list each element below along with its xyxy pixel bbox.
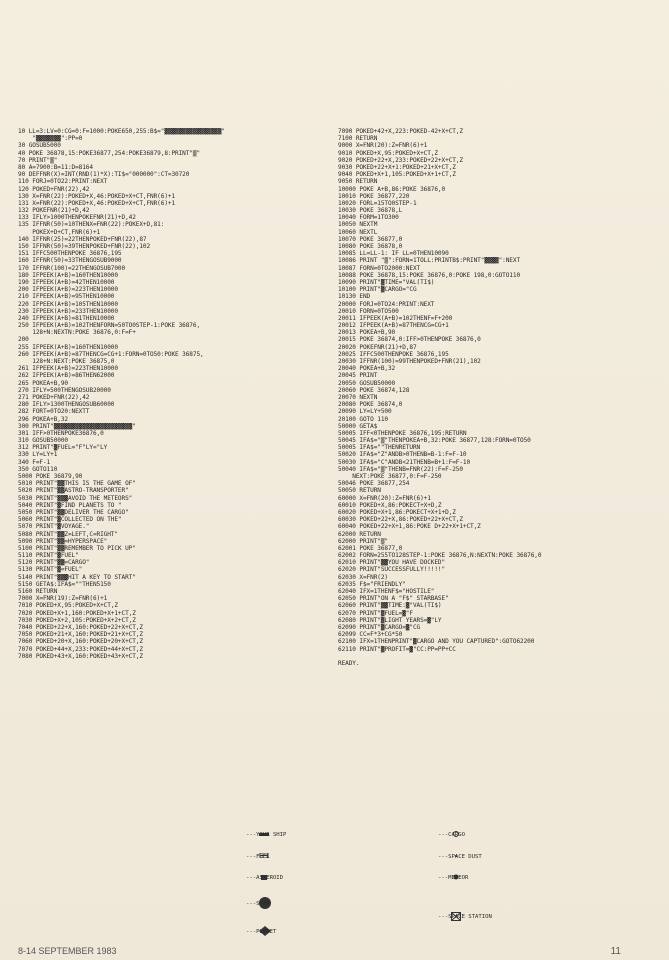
code-line: 80 A=7900:B=11:D=8164 xyxy=(18,163,93,171)
code-line: 20070 NEXTN xyxy=(338,393,378,401)
legend-item-meteor xyxy=(424,875,492,883)
code-line: 301 IFF>0THENPOKE36876,0 xyxy=(18,429,104,437)
code-line: 5150 GETA$:IFA$=""THEN5150 xyxy=(18,580,111,588)
code-line: 200 xyxy=(18,336,29,344)
legend-item-space-station xyxy=(424,913,492,923)
code-line: 20080 POKE 36874,0 xyxy=(338,401,403,409)
space-dust-icon xyxy=(424,846,436,869)
code-line: 62035 F$="FRIENDLY" xyxy=(338,580,406,588)
code-line: 62030 X=FNR(2) xyxy=(338,573,388,581)
code-line: NEXT:POKE 36877,0:F=F-250 xyxy=(338,473,442,480)
code-line: 10085 LL=LL-1: IF LL=0THEN10090 xyxy=(338,250,449,258)
code-line: 5160 RETURN xyxy=(18,588,58,595)
code-line: 5090 PRINT"▓▓=HYPERSPACE" xyxy=(18,537,108,545)
code-line: 282 FORT=0TO20:NEXTT xyxy=(18,408,90,416)
code-line: 60040 POKED+22+X+1,86:POKE D+22+X+1+CT,Z xyxy=(338,523,481,531)
code-line: 20050 GOSUB50000 xyxy=(338,379,396,387)
code-line: 62002 FORN=255TO128STEP-1:POKE 36876,N:NEXTN:POKE 36876,0 xyxy=(338,552,542,560)
space-station-icon xyxy=(424,905,436,931)
code-line: 20040 POKEA+B,32 xyxy=(338,365,396,373)
code-line: 5060 PRINT"▓COLLECTED ON THE" xyxy=(18,516,122,524)
ship-icon xyxy=(232,825,244,847)
code-line: 62050 PRINT"ON A "F$" STARBASE" xyxy=(338,595,449,603)
code-line: 110 FORJ=0TO22:PRINT:NEXT xyxy=(18,178,108,186)
code-line: 9010 POKED+X,95:POKED+X+CT,Z xyxy=(338,149,438,157)
code-line: 151 IFFC500THENPOKE 36876,195 xyxy=(18,250,122,258)
code-line: 261 IFPEEK(A+B)=223THEN10000 xyxy=(18,365,118,373)
code-line: 7060 POKED+20+X,160:POKED+20+X+CT,Z xyxy=(18,638,143,646)
code-line: 7050 POKED+21+X,160:POKED+21+X+CT,Z xyxy=(18,631,143,639)
code-line: 20000 FORJ=0TO24:PRINT:NEXT xyxy=(338,300,435,308)
code-line: 7010 POKED+X,95:POKED+X+CT,Z xyxy=(18,602,118,610)
code-line: 250 IFPEEK(A+B)=102THENFORN=50TO0STEP-1:POKE 36876, xyxy=(18,322,201,330)
code-line: 270 IFLY=500THENGOSUB20000 xyxy=(18,386,111,394)
code-line: 30 GOSUB5000 xyxy=(18,142,61,150)
code-line: 10087 FORN=0TO2000:NEXT xyxy=(338,264,421,272)
legend-item-fuel xyxy=(232,854,286,862)
code-line: 240 IFPEEK(A+B)=81THEN10000 xyxy=(18,314,115,322)
code-line: 265 POKEA+B,90 xyxy=(18,379,68,387)
program-listing-left xyxy=(18,128,323,660)
code-line: 50046 POKE 36877,254 xyxy=(338,480,410,488)
code-line: 10060 NEXTL xyxy=(338,228,378,236)
code-line: 20025 IFFC500THENPOKE 36876,195 xyxy=(338,350,449,358)
code-line: 255 IFPEEK(A+B)=160THEN10000 xyxy=(18,343,118,351)
asteroid-icon xyxy=(232,868,244,890)
code-line: 9030 POKED+22+X+1:POKED+21+X+CT,Z xyxy=(338,163,456,171)
code-line: 350 GOTO110 xyxy=(18,465,58,473)
code-line: 160 IFFNR(50)=33THENGOSUB9000 xyxy=(18,257,122,265)
code-line: 7000 X=FNR(19):Z=FNR(6)+1 xyxy=(18,595,108,603)
code-line: 262 IFPEEK(A+B)=86THEN62000 xyxy=(18,372,115,380)
legend-label: ---CARGO xyxy=(438,832,465,839)
code-line: 132 POKEFNR(21)+D,42 xyxy=(18,207,90,215)
code-line: 62020 PRINT"SUCCESSFULLY!!!!!" xyxy=(338,566,446,574)
code-line: 7080 POKED+43+X,160:POKED+43+X+CT,Z xyxy=(18,652,143,660)
star-icon xyxy=(232,889,244,920)
code-line: 5030 PRINT"▓▓▓AVOID THE METEORS" xyxy=(18,494,133,502)
code-line: 50050 RETURN xyxy=(338,487,381,495)
fuel-icon xyxy=(232,846,244,868)
code-line: 5000 POKE 36879,90 xyxy=(18,473,83,480)
code-line: 200 IFPEEK(A+B)=223THEN10000 xyxy=(18,286,118,294)
code-line: 62000 RETURN xyxy=(338,530,381,538)
code-line: 10086 PRINT "▒":FORN=1TOLL:PRINTB$:PRINT"▓▓▓▓":NEXT xyxy=(338,257,521,265)
code-line: 5010 PRINT"▓▓THIS IS THE GAME OF" xyxy=(18,480,136,488)
code-line: 9040 POKED+X+1,105:POKED+X+1+CT,Z xyxy=(338,171,456,179)
code-line: 50005 IFF<0THENPOKE 36876,195:RETURN xyxy=(338,429,467,437)
code-line: 10088 POKE 36878,15:POKE 36876,0:POKE 198,0:GOTO110 xyxy=(338,271,521,279)
legend-item-asteroid xyxy=(232,875,286,883)
code-line: 10030 POKE 36878,L xyxy=(338,207,403,215)
code-line: POKEX+D+CT,FNR(6)+1 xyxy=(18,228,101,236)
code-line: 312 PRINT"▓FUEL="F"LY="LY xyxy=(18,444,108,452)
code-line: 20011 IFPEEK(A+B)=102THENF=F+200 xyxy=(338,314,453,322)
code-line: 5040 PRINT"▓FIND PLANETS TO " xyxy=(18,501,122,509)
code-line: 170 IFFNR(100)=22THENGOSUB7000 xyxy=(18,264,126,272)
code-line: 10050 NEXTM xyxy=(338,221,378,229)
code-line: 10000 POKE A+B,86:POKE 36876,0 xyxy=(338,185,446,193)
code-line: 131 X=FNR(22):POKED+X,46:POKED+X+CT,FNR(6)+1 xyxy=(18,199,176,207)
code-line: 50030 IFA$="C"ANDB<21THENB=B+1:F=F-10 xyxy=(338,458,471,466)
legend-left xyxy=(232,818,286,953)
planet-icon xyxy=(232,919,244,946)
code-line: 62100 IFX=1THENPRINT"▓CARGO AND YOU CAPTURED":GOTO62200 xyxy=(338,638,535,646)
code-line: 20030 IFFNR(100)=99THENPOKED+FNR(21),102 xyxy=(338,358,481,365)
legend-item-your-ship xyxy=(232,832,286,840)
legend-right xyxy=(424,818,492,937)
code-line: 330 LY=LY+1 xyxy=(18,451,58,459)
code-line: 60020 POKED+X+1,86:POKECT+X+1+D,Z xyxy=(338,508,456,516)
code-line: 9050 RETURN xyxy=(338,178,378,186)
code-line: 5120 PRINT"▓▓=CARGO" xyxy=(18,559,90,567)
code-line: 62070 PRINT"▓FUEL=▓"F xyxy=(338,609,413,617)
code-line: 60000 X=FNR(20):Z=FNR(6)+1 xyxy=(338,494,431,502)
legend-label: ---ASTEROID xyxy=(246,875,284,882)
code-line: 60030 POKED+22+X,86:POKED+22+X+CT,Z xyxy=(338,516,463,524)
code-line: 20020 POKEFNR(21)+D,87 xyxy=(338,343,417,351)
code-line: 5100 PRINT"▓▓REMEMBER TO PICK UP" xyxy=(18,544,136,552)
code-line: 50045 IFA$="▒"THENPOKEA+B,32:POKE 36877,128:FORN=0TO50 xyxy=(338,437,531,445)
code-line: 5050 PRINT"▓▓DELIVER THE CARGO" xyxy=(18,508,129,516)
code-line: 296 POKEA+B,32 xyxy=(18,415,68,423)
code-line: 50040 IFA$="▒"THENB=FNR(22):F=F-250 xyxy=(338,465,463,473)
code-line: 7070 POKED+44+X,233:POKED+44+X+CT,Z xyxy=(18,645,143,653)
legend-label: ---METEOR xyxy=(438,875,469,882)
code-line: 62000 PRINT"▒" xyxy=(338,537,388,545)
legend-label: ---SPACE STATION xyxy=(438,914,492,920)
code-line: 10090 PRINT"▓TIME="VAL(TI$) xyxy=(338,278,435,286)
code-line: 62060 PRINT"▓▓TIME:▓"VAL(TI$) xyxy=(338,602,442,610)
code-line: 340 F=F-1 xyxy=(18,458,51,466)
code-line: 5080 PRINT"▓▓Z=LEFT,C=RIGHT" xyxy=(18,530,118,538)
code-line: 210 IFPEEK(A+B)=95THEN10000 xyxy=(18,293,115,301)
code-line: 230 IFPEEK(A+B)=233THEN10000 xyxy=(18,307,118,315)
meteor-icon xyxy=(424,867,436,890)
code-line: 220 IFPEEK(A+B)=105THEN10000 xyxy=(18,300,118,308)
legend-label: ---PLANET xyxy=(246,929,277,935)
code-line: 260 IFPEEK(A+B)=87THENCG=CG+1:FORN=0TO50:POKE 36875, xyxy=(18,350,204,358)
code-line: 20010 FORN=0TO500 xyxy=(338,307,399,315)
code-line: 10130 END xyxy=(338,293,371,301)
code-line: 90 DEFFNR(X)=INT(RND(1)*X):TI$="000000":CT=30720 xyxy=(18,171,190,179)
code-line: 40 POKE 36878,15:POKE36877,254:POKE36879,8:PRINT"▒" xyxy=(18,149,201,157)
code-line: 50020 IFA$="Z"ANDB>0THENB=B-1:F=F-10 xyxy=(338,451,467,459)
code-line: 7100 RETURN xyxy=(338,135,378,143)
code-line: 62001 POKE 36877,0 xyxy=(338,544,403,552)
code-line: 128+N:NEXT:POKE 36875,0 xyxy=(18,358,115,365)
code-line: 5020 PRINT"▓▓ASTRO-TRANSPORTER" xyxy=(18,487,129,495)
code-line: 62110 PRINT"▓PROFIT=▓"CC:PP=PP+CC xyxy=(338,645,456,653)
code-line: 300 PRINT"▓▓▓▓▓▓▓▓▓▓▓▓▓▓▓▓▓▓▓▓▓▓" xyxy=(18,422,136,430)
code-line: "▓▓▓▓▓▓▓":PP=0 xyxy=(18,135,83,143)
code-line: 10080 POKE 36878,0 xyxy=(338,243,403,250)
code-line: 150 IFFNR(50)=39THENPOKED+FNR(22),102 xyxy=(18,243,151,250)
code-line: 62040 IFX=1THENF$="HOSTILE" xyxy=(338,588,435,595)
cargo-icon xyxy=(424,824,436,847)
code-line: 310 GOSUB50000 xyxy=(18,437,68,445)
code-line: 10040 FORM=1TO300 xyxy=(338,214,399,222)
code-line: 271 POKED+FNR(22),42 xyxy=(18,393,90,401)
code-line: 130 X=FNR(22):POKED+X,46:POKED+X+CT,FNR(6)+1 xyxy=(18,192,176,200)
code-line: 5130 PRINT"▓=FUEL" xyxy=(18,566,83,574)
code-line: 140 IFFNR(25)=22THENPOKED+FNR(22),87 xyxy=(18,235,147,243)
code-line: 20090 LY=LY+500 xyxy=(338,408,392,416)
legend-label: ---SPACE DUST xyxy=(438,853,482,860)
code-line: 62090 PRINT"▓CARGO=▓"CG xyxy=(338,623,421,631)
code-line: 20060 POKE 36874,128 xyxy=(338,386,410,394)
code-line: 135 IFFNR(50)=10THENX=FNR(22):POKEX+D,81: xyxy=(18,221,165,229)
legend-label: ---FUEL xyxy=(246,853,270,860)
code-line: 20012 IFPEEK(A+B)=87THENCG=CG+1 xyxy=(338,322,449,330)
code-line: 128+N:NEXTN:POKE 36876,0:F=F+ xyxy=(18,329,136,337)
legend-item-planet xyxy=(232,927,286,939)
code-line: 180 IFPEEK(A+B)=160THEN10000 xyxy=(18,271,118,279)
code-line: 62080 PRINT"▓LIGHT YEARS=▓"LY xyxy=(338,616,442,624)
code-line: 10010 POKE 36877,220 xyxy=(338,192,410,200)
issue-date: 8-14 SEPTEMBER 1983 xyxy=(18,946,117,956)
program-listing-right xyxy=(338,128,653,667)
code-line: 9020 POKED+22+X,233:POKED+22+X+CT,Z xyxy=(338,156,463,164)
code-line: 10100 PRINT"▓CARGO="CG xyxy=(338,286,417,294)
code-line: 120 POKED+FNR(22),42 xyxy=(18,185,90,193)
code-line: 5110 PRINT"▓FUEL" xyxy=(18,552,79,560)
legend-label: ---STAR xyxy=(246,901,270,907)
code-line: 20100 GOTO 110 xyxy=(338,415,388,423)
code-line: 5140 PRINT"▓▓▓HIT A KEY TO START" xyxy=(18,573,136,581)
code-line: 280 IFLY>1300THENGOSUB60000 xyxy=(18,401,115,409)
code-line xyxy=(338,653,653,660)
code-line: 10 LL=3:LV=0:CG=0:F=1000:POKE650,255:B$="▓▓▓▓▓▓▓▓▓▓▓▓▓▓▓▓" xyxy=(18,128,225,135)
code-line: 7020 POKED+X+1,160:POKED+X+1+CT,Z xyxy=(18,609,136,617)
legend-item-star xyxy=(232,897,286,913)
code-line: 7040 POKED+22+X,160:POKED+22+X+CT,Z xyxy=(18,623,143,631)
code-line: 133 IFLY>1000THENPOKEFNR(21)+D,42 xyxy=(18,214,136,222)
code-line: 10070 POKE 36877,0 xyxy=(338,235,403,243)
code-line: 7090 POKED+42+X,223:POKED-42+X+CT,Z xyxy=(338,128,463,135)
code-line: 50005 IFA$=""THENRETURN xyxy=(338,444,421,452)
code-line: READY. xyxy=(338,659,360,667)
code-line: 62099 CC=F*3+CG*50 xyxy=(338,631,403,639)
code-line: 70 PRINT"▒" xyxy=(18,156,58,164)
page-number: 11 xyxy=(610,946,621,957)
legend-label: ---YOUR SHIP xyxy=(246,832,287,839)
code-line: 50000 GETA$ xyxy=(338,422,378,430)
code-line: 60010 POKED+X,86:POKECT+X+D,Z xyxy=(338,501,442,509)
code-line: 5070 PRINT"▓VOYAGE." xyxy=(18,523,90,531)
code-line: 190 IFPEEK(A+B)=42THEN10000 xyxy=(18,278,115,286)
code-line: 9000 X=FNR(20):Z=FNR(6)+1 xyxy=(338,142,428,150)
page-footer xyxy=(0,946,669,960)
code-line: 20045 PRINT xyxy=(338,372,378,380)
code-line: 7030 POKED+X+2,105:POKED+X+2+CT,Z xyxy=(18,616,136,624)
code-line: 20015 POKE 36874,0:IFF>0THENPOKE 36876,0 xyxy=(338,336,481,344)
legend-item-cargo xyxy=(424,832,492,840)
code-line: 20013 POKEA+B,90 xyxy=(338,329,396,337)
legend-item-space-dust xyxy=(424,854,492,862)
code-line: 62010 PRINT"▓▓YOU HAVE DOCKED" xyxy=(338,559,446,567)
code-line: 10020 FORL=15TO0STEP-1 xyxy=(338,199,417,207)
